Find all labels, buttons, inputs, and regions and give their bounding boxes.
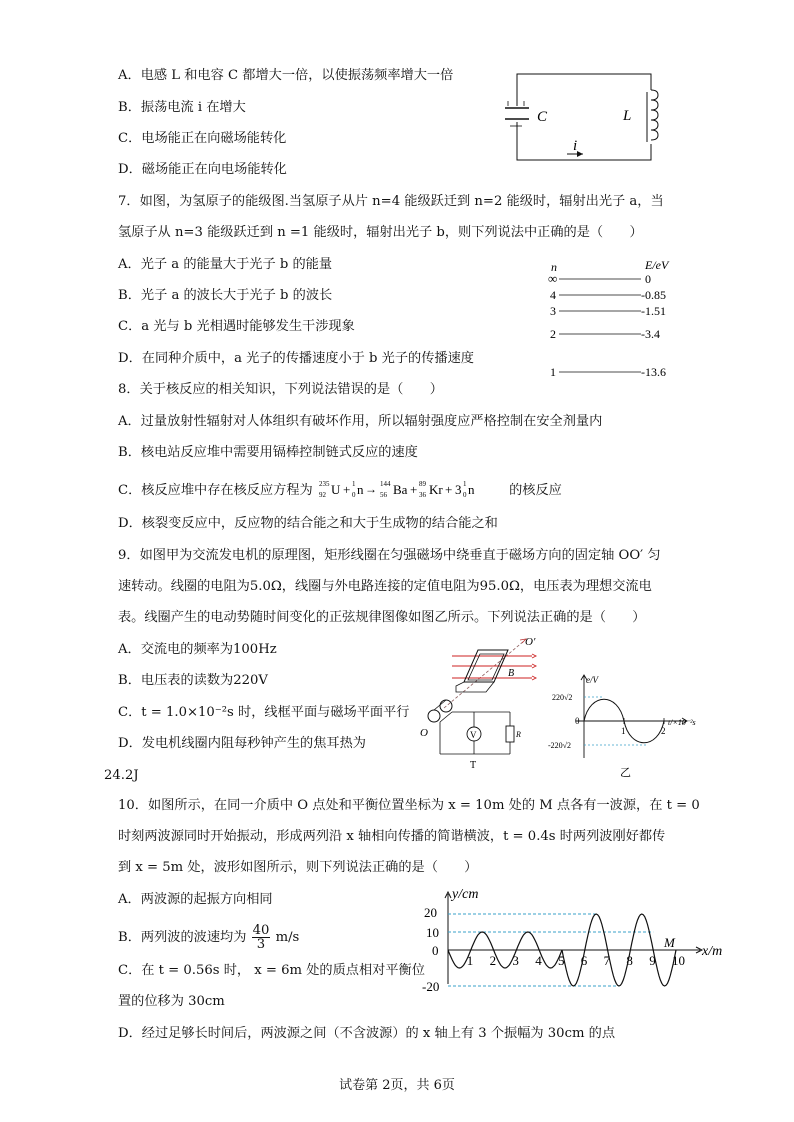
eq-plus-2: +: [409, 482, 418, 497]
q8-option-c: [118, 478, 562, 500]
q10-option-c-line-1: C．在 t = 0.56s 时， x = 6m 处的质点相对平衡位: [118, 963, 425, 978]
wave-xtick: 9: [649, 953, 656, 968]
q6-option-c: C．电场能正在向磁场能转化: [118, 131, 287, 146]
q10-option-b: [118, 924, 299, 951]
level-e-2: -3.4: [641, 327, 660, 341]
level-n-3: 3: [550, 304, 556, 318]
generator-figure: [412, 636, 552, 772]
nuclear-reaction-equation: [317, 478, 505, 500]
emf-t2: 2: [661, 726, 666, 736]
wave-ytick-0: 0: [432, 943, 439, 958]
q6-option-a: A．电感 L 和电容 C 都增大一倍，以使振荡频率增大一倍: [118, 68, 454, 83]
fraction-numerator: 40: [252, 923, 270, 938]
wave-ytick-20: 20: [424, 905, 437, 920]
current-label: i: [573, 138, 578, 154]
n2-symbol: n: [467, 482, 475, 497]
wave-xtick: 3: [512, 953, 519, 968]
emf-time-graph: [548, 672, 700, 780]
q8-stem: 8．关于核反应的相关知识，下列说法错误的是（ ）: [118, 382, 443, 397]
q10-stem-line-1: 10．如图所示，在同一介质中 O 点处和平衡位置坐标为 x = 10m 处的 M 点各有一波源，在 t = 0: [118, 798, 700, 813]
n2-mass: 1: [462, 480, 467, 488]
q7-option-b: B．光子 a 的波长大于光子 b 的波长: [118, 288, 333, 303]
q10-option-c-line-2: 置的位移为 30cm: [118, 994, 225, 1009]
q6-option-d: D．磁场能正在向电场能转化: [118, 162, 287, 177]
q9-option-a: A．交流电的频率为100Hz: [118, 642, 277, 657]
n-symbol: n: [356, 482, 364, 497]
level-n-4: 4: [550, 288, 556, 302]
emf-t1: 1: [621, 726, 626, 736]
velocity-unit: m/s: [275, 930, 300, 945]
wave-xtick: 6: [580, 953, 588, 968]
q8-option-d: D．核裂变反应中，反应物的结合能之和大于生成物的结合能之和: [118, 516, 498, 531]
fraction-denominator: 3: [256, 937, 266, 952]
q7-option-a: A．光子 a 的能量大于光子 b 的能量: [118, 257, 333, 272]
wave-xtick: 10: [672, 953, 685, 968]
wave-xtick: 7: [603, 953, 611, 968]
wave-xtick: 8: [626, 953, 633, 968]
ba-z: 56: [379, 491, 387, 499]
page-footer: 试卷第 2页，共 6页: [339, 1078, 455, 1093]
n-coefficient: 3: [454, 482, 462, 497]
q8-option-b: B．核电站反应堆中需要用镉棒控制链式反应的速度: [118, 445, 418, 460]
q10-option-b-prefix: B．两列波的波速均为: [118, 930, 247, 945]
energy-col-e: E/eV: [645, 258, 669, 272]
emf-caption: 乙: [620, 767, 631, 779]
velocity-fraction: [252, 924, 271, 951]
ba-symbol: Ba: [392, 482, 408, 497]
q7-stem-line-1: 7．如图，为氢原子的能级图.当氢原子从片 n=4 能级跃迁到 n=2 能级时，辐射出光子 a，当: [118, 194, 664, 209]
eq-plus-3: +: [444, 482, 453, 497]
resistor-label: R: [516, 730, 521, 739]
n-z: 0: [351, 491, 356, 499]
level-e-3: -1.51: [641, 304, 666, 318]
emf-ybot: -220√2: [548, 741, 572, 750]
q7-option-c: C．a 光与 b 光相遇时能够发生干涉现象: [118, 319, 355, 334]
kr-z: 36: [418, 491, 426, 499]
level-n-1: 1: [550, 365, 556, 379]
eq-arrow: →: [364, 482, 377, 496]
emf-ylabel: e/V: [586, 675, 598, 685]
u-symbol: U: [330, 482, 341, 497]
wave-ytick-neg20: -20: [422, 979, 440, 994]
n-mass: 1: [351, 480, 356, 488]
emf-xlabel: t/×10⁻²s: [668, 718, 696, 727]
q8-option-c-suffix: 的核反应: [509, 483, 562, 498]
wave-m-label: M: [664, 935, 675, 950]
q10-stem-line-2: 时刻两波源同时开始振动，形成两列沿 x 轴相向传播的简谐横波，t = 0.4s 时两列波刚好都传: [118, 829, 666, 844]
capacitor-label: C: [537, 109, 548, 125]
kr-mass: 89: [418, 480, 426, 488]
q7-stem-line-2: 氢原子从 n=3 能级跃迁到 n =1 能级时，辐射出光子 b，则下列说法中正确的是（ ）: [118, 225, 643, 240]
wave-xlabel: x/m: [702, 944, 723, 959]
wave-ytick-10: 10: [426, 925, 439, 940]
q7-option-d: D．在同种介质中，a 光子的传播速度小于 b 光子的传播速度: [118, 351, 474, 366]
q8-option-a: A．过量放射性辐射对人体组织有破坏作用，所以辐射强度应严格控制在安全剂量内: [118, 414, 603, 429]
q10-option-a: A．两波源的起振方向相同: [118, 892, 273, 907]
energy-level-diagram: [545, 257, 685, 381]
wave-xtick: 2: [489, 953, 497, 968]
axis-o: O: [420, 727, 428, 739]
level-n-inf: ∞: [548, 271, 558, 286]
q9-stem-line-1: 9．如图甲为交流发电机的原理图，矩形线圈在匀强磁场中绕垂直于磁场方向的固定轴 OO′ 匀: [118, 548, 661, 563]
n2-z: 0: [462, 491, 467, 499]
wave-ylabel: y/cm: [452, 887, 479, 902]
voltmeter-label: V: [470, 730, 477, 740]
q9-option-c: C．t = 1.0×10⁻²s 时，线框平面与磁场平面平行: [118, 705, 410, 720]
axis-o-prime: O′: [525, 636, 536, 648]
wave-graph: [418, 884, 730, 1002]
q8-option-c-prefix: C．核反应堆中存在核反应方程为: [118, 483, 313, 498]
field-b-label: B: [508, 668, 515, 679]
level-n-2: 2: [550, 327, 556, 341]
ground-t-label: T: [470, 760, 477, 771]
emf-zero: 0: [575, 716, 580, 726]
q6-option-b: B．振荡电流 i 在增大: [118, 100, 246, 115]
q10-stem-line-3: 到 x = 5m 处，波形如图所示，则下列说法正确的是（ ）: [118, 860, 478, 875]
ba-mass: 144: [379, 480, 391, 488]
wave-xtick: 1: [466, 953, 474, 968]
level-e-1: -13.6: [641, 365, 666, 379]
inductor-label: L: [623, 108, 632, 124]
q9-stem-line-3: 表。线圈产生的电动势随时间变化的正弦规律图像如图乙所示。下列说法正确的是（ ）: [118, 610, 646, 625]
energy-col-n: n: [551, 260, 557, 274]
q9-option-b: B．电压表的读数为220V: [118, 673, 268, 688]
u-mass: 235: [318, 480, 330, 488]
q9-option-d-continued: 24.2J: [104, 768, 139, 783]
lc-circuit-figure: [495, 68, 665, 164]
q9-stem-line-2: 速转动。线圈的电阻为5.0Ω，线圈与外电路连接的定值电阻为95.0Ω，电压表为理想交流电: [118, 579, 652, 594]
q9-option-d: D．发电机线圈内阻每秒钟产生的焦耳热为: [118, 736, 366, 751]
wave-xtick: 4: [535, 953, 542, 968]
level-e-4: -0.85: [641, 288, 666, 302]
q10-option-d: D．经过足够长时间后，两波源之间（不含波源）的 x 轴上有 3 个振幅为 30cm 的点: [118, 1026, 616, 1041]
kr-symbol: Kr: [428, 482, 443, 497]
eq-plus-1: +: [342, 482, 351, 497]
emf-ytop: 220√2: [552, 693, 573, 702]
wave-xtick: 5: [558, 953, 565, 968]
level-e-inf: 0: [645, 272, 651, 286]
u-z: 92: [318, 491, 326, 499]
